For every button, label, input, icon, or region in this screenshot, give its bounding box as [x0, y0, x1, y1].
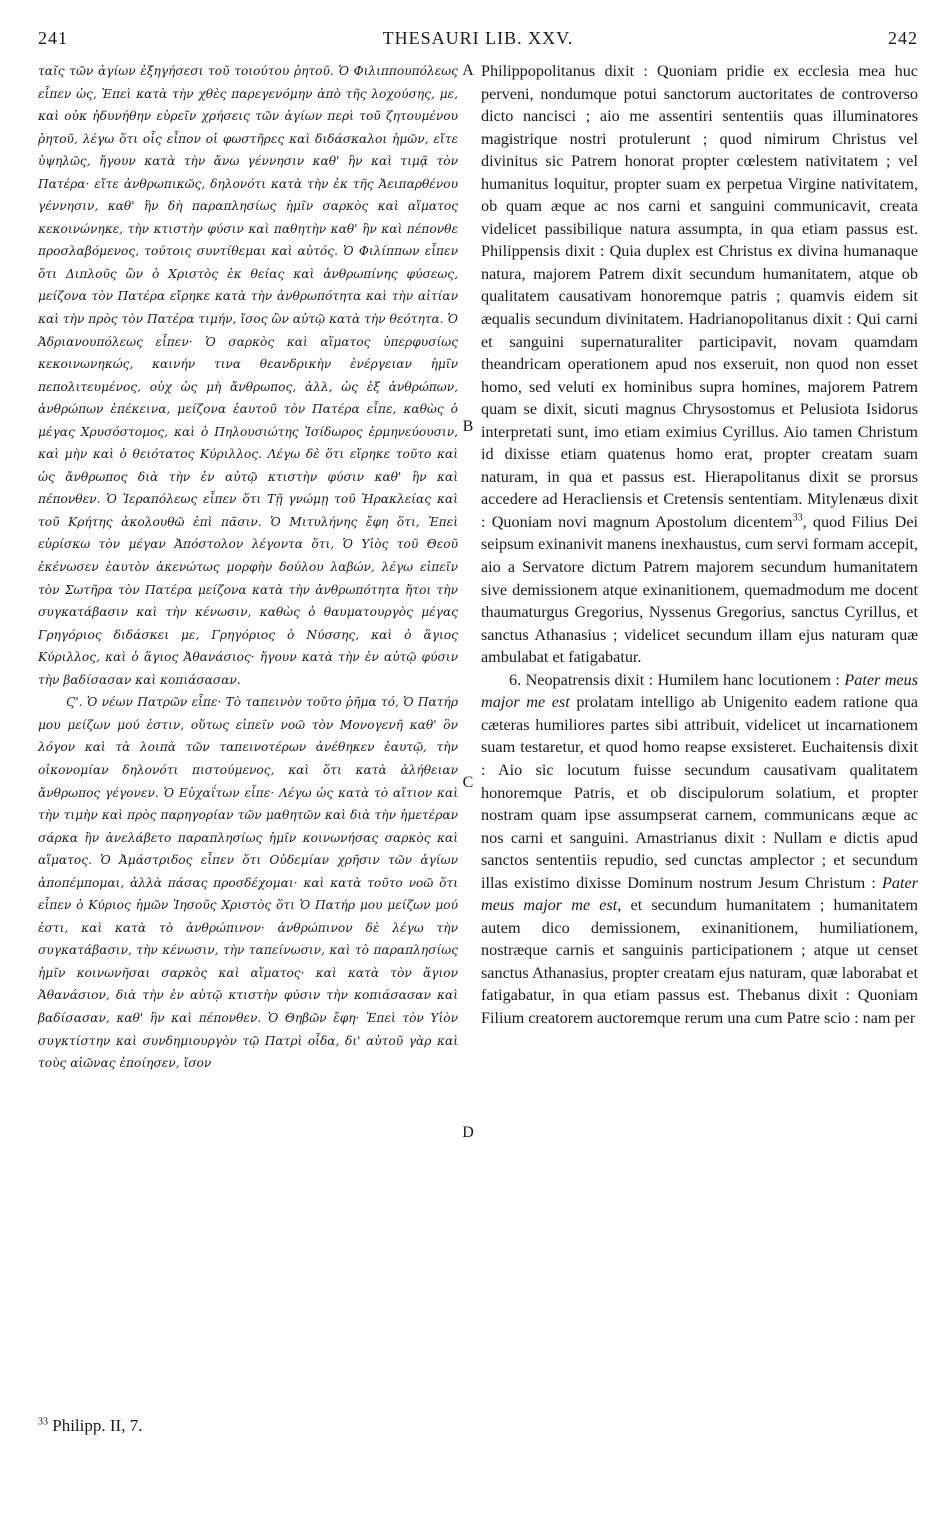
greek-column [38, 60, 458, 1075]
margin-letter-d: D [462, 1124, 474, 1141]
margin-letter-a: A [462, 62, 474, 79]
latin-text: Philippopolitanus dixit : Quoniam pridie ex ecclesia mea huc perveni, nondumque potui sanctorum auctoritates de controverso dicto nancisci ; aio me assentiri sententiis quas illuminatores magistrique nostri protulerunt ; quod nimirum Christus vel divinitus sic Patrem honorat propter cœlestem nativitatem ; vel humanitus loquitur, propter suam ex perpetua Virgine nativitatem, ob quam æque ac nos carni et sanguini communicavit, creata videlicet passibilique natura assumpta, in qua etiam passus est. Philippensis dixit : Quia duplex est Christus ex divina humanaque natura, majorem Patrem dixit secundum humanitatem, atque ob qualitatem causativam honoremque patris ; quamvis eidem sit æqualis secundum divinitatem. Hadrianopolitanus dixit : Qui carni et sanguini supernaturaliter participavit, novam quamdam theandricam operationem apud nos exseruit, non quod non esset homo, sed veluti ex hominibus supra homines, majorem Patrem quam se dixit, sicuti magnus Chrysostomus et Pelusiota Isidorus interpretati sunt, imo etiam eximius Cyrillus. Aio tamen Christum id dixisse etiam quatenus homo erat, propter creatam suam naturam, in qua et passus est. Hierapolitanus dixit se prorsus accedere ad Heracliensis et Cretensis sententiam. Mitylenæus dixit : Quoniam novi magnum Apostolum dicentem [481, 62, 918, 531]
footnote-number: 33 [38, 1416, 48, 1428]
latin-text: prolatam intelligo ab Unigenito eadem ratione qua cæteras humiliores partes sibi attribuit, videlicet ut incarnationem suam testaretur, et quod homo reapse exsisteret. Euchaitensis dixit : Aio sic locutum fuisse secundum causativam qualitatem honoremque Patris, et ob discipulorum solatium, et propter nostram quam ipse assumpserat carnem, communicans æque ac nos carni et sanguini. Amastrianus dixit : Nullam e dictis apud sanctos sententiis repudio, sed cunctas amplector ; et secundum illas existimo dixisse Dominum nostrum Jesum Christum : [481, 693, 919, 892]
greek-paragraph-1: ταῖς τῶν ἁγίων ἐξηγήσεσι τοῦ τοιούτου ῥητοῦ. Ὁ Φιλιππουπόλεως εἶπεν ὡς, Ἐπεὶ κατὰ τὴν χθὲς παρεγενόμην ἀπὸ τῆς λοχούσης, με, καὶ οὐκ ἠδυνήθην εὑρεῖν χρήσεις τῶν ἁγίων περὶ τοῦ ζητουμένου ῥητοῦ, λέγω ὅτι οἷς εἶπον οἱ φωστῆρες καὶ διδάσκαλοι ἡμῶν, εἴτε ὑψηλῶς, ἤγουν κατὰ τὴν ἄνω γέννησιν καθ' ἣν καὶ τιμᾷ τὸν Πατέρα· εἴτε ἀνθρωπικῶς, δηλονότι κατὰ τὴν ἐκ τῆς Ἀειπαρθένου γέννησιν, καθ' ἣν δὴ παραπλησίως ἡμῖν σαρκὸς καὶ αἵματος κεκοινώνηκε, τὴν κτιστὴν φύσιν καὶ παθητὴν καθ' ἣν καὶ πέπονθε προσλαβόμενος, τούτοις συντίθεμαι καὶ αὐτός. Ὁ Φιλίππων εἶπεν ὅτι Διπλοῦς ὢν ὁ Χριστὸς ἐκ θείας καὶ ἀνθρωπίνης φύσεως, μείζονα τὸν Πατέρα εἴρηκε κατὰ τὴν ἀνθρωπότητα καὶ τὴν αἰτίαν καὶ τὴν πρὸς τὸν Πατέρα τιμήν, ἴσος ὢν αὐτῷ κατὰ τὴν θεότητα. Ὁ Ἀδριανουπόλεως εἶπεν· Ὁ σαρκὸς καὶ αἵματος ὑπερφυσίως κεκοινωνηκώς, καινήν τινα θεανδρικὴν ἐνέργειαν ἡμῖν πεπολιτευμένος, οὐχ ὡς μὴ ἄνθρωπος, ἀλλ, ὡς ἐξ ἀνθρώπων, ἀνθρώπων ἐπέκεινα, μείζονα ἑαυτοῦ τὸν Πατέρα εἶπε, καθὼς ὁ μέγας Χρυσόστομος, καὶ ὁ Πηλουσιώτης Ἰσίδωρος ἑρμηνεύουσιν, καὶ μὴν καὶ ὁ θειότατος Κύριλλος. Λέγω δὲ ὅτι εἴρηκε τοῦτο καὶ ὡς ἄνθρωπος διὰ τὴν ἐν αὐτῷ κτιστὴν φύσιν καθ' ἣν καὶ πέπονθεν. Ὁ Ἱεραπόλεως εἶπεν ὅτι Τῇ γνώμῃ τοῦ Ἡρακλείας καὶ τοῦ Κρήτης ἀκολουθῶ ἐπὶ πᾶσιν. Ὁ Μιτυλήνης ἔφη ὅτι, Ἐπεὶ εὑρίσκω τὸν μέγαν Ἀπόστολον λέγοντα ὅτι, Ὁ Υἱὸς τοῦ Θεοῦ ἐκένωσεν ἑαυτὸν ἀκενώτως μορφὴν δούλου λαβών, λέγω εἰπεῖν τὸν Σωτῆρα τὸν Πατέρα μείζονα κατὰ τὴν ἀνθρωπότητα ἤτοι τὴν συγκατάβασιν καὶ τὴν κένωσιν, καθὼς ὁ θαυματουργὸς μέγας Γρηγόριος διδάσκει με, Γρηγόριος ὁ Νύσσης, καὶ ὁ ἅγιος Κύριλλος, καὶ ὁ ἅγιος Ἀθανάσιος· ἤγουν κατὰ τὴν ἐν αὐτῷ φύσιν τὴν βαδίσασαν καὶ κοπιάσασαν. [38, 64, 458, 687]
footnote-ref: 33 [792, 512, 803, 524]
latin-paragraph-2 [481, 669, 918, 1030]
margin-letter-b: B [462, 418, 474, 435]
page-number-right: 242 [888, 28, 918, 48]
latin-paragraph-1 [481, 60, 918, 669]
latin-text: , et secundum humanitatem ; humanitatem autem dico demissionem, exinanitionem, humiliationem, nostræque carnis et sanguinis participationem ; atque ut censet sanctus Athanasius, propter creatam ejus naturam, quæ laborabat et fatigabatur, in qua etiam passus est. Thebanus dixit : Quoniam Filium creatorem auctoremque rerum una cum Patre scio : nam per [481, 896, 918, 1027]
margin-letter-c: C [462, 774, 474, 791]
running-head-title: THESAURI LIB. XXV. [382, 28, 574, 48]
latin-quote: Pater meus major me est [481, 873, 918, 915]
greek-paragraph-2: Ϛ'. Ὁ νέων Πατρῶν εἶπε· Τὸ ταπεινὸν τοῦτο ῥῆμα τό, Ὁ Πατήρ μου μείζων μού ἐστιν, οὕτως εἰπεῖν νοῶ τὸν Μονογενῆ καθ' ὃν λόγον καὶ τὰ λοιπὰ τῶν ταπεινοτέρων ἀνέθηκεν ἑαυτῷ, τὴν οἰκονομίαν δηλονότι πιστούμενος, καὶ ὅτι κατὰ ἀλήθειαν ἄνθρωπος γέγονεν. Ὁ Εὐχαΐτων εἶπε· Λέγω ὡς κατὰ τὸ αἴτιον καὶ τὴν τιμὴν καὶ πρὸς παρηγορίαν τῶν μαθητῶν καὶ διὰ τὴν ἡμετέραν σάρκα ἣν ἀνελάβετο παραπλησίως ἡμῖν κοινωνήσας σαρκὸς καὶ αἵματος. Ὁ Ἀμάστριδος εἶπεν ὅτι Οὐδεμίαν χρῆσιν τῶν ἁγίων ἀποπέμπομαι, ἀλλὰ πάσας προσδέχομαι· καὶ κατὰ τοῦτο νοῶ ὅτι εἶπεν ὁ Κύριος ἡμῶν Ἰησοῦς Χριστὸς ὅτι Ὁ Πατήρ μου μείζων μού ἐστι, καὶ κατὰ τὸ ἀνθρώπινον· ἀνθρώπινον δὲ λέγω τὴν συγκατάβασιν, τὴν κένωσιν, τὴν ταπείνωσιν, καὶ τὸ παραπλησίως ἡμῖν κοινωνῆσαι σαρκὸς καὶ αἵματος· καὶ κατὰ τὸν ἅγιον Ἀθανάσιον, διὰ τὴν ἐν αὐτῷ κτιστὴν φύσιν τὴν κοπιάσασαν καὶ βαδίσασαν, καθ' ἣν καὶ πέπονθεν. Ὁ Θηβῶν ἔφη· Ἐπεὶ τὸν Υἱὸν συγκτίστην καὶ συνδημιουργὸν τῷ Πατρὶ οἶδα, δι' αὐτοῦ γὰρ καὶ τοὺς αἰῶνας ἐποίησεν, ἴσον [38, 695, 458, 1071]
footnote [38, 1416, 458, 1436]
latin-quote: Pater meus major me est [481, 670, 919, 712]
latin-text: , quod Filius Dei seipsum exinanivit manens inexhaustus, cum servi formam accepit, aio a Servatore dictum Patrem majorem secundum humanitatem sive demissionem atque exinanitionem, quemadmodum me docent thaumaturgus Gregorius, Nyssenus Gregorius, sanctus Cyrillus, et sanctus Athanasius ; videlicet secundum illam ejus naturam quæ ambulabat et fatigabatur. [481, 512, 918, 667]
footnote-text: Philipp. II, 7. [52, 1416, 143, 1435]
running-header [38, 28, 918, 58]
latin-text: 6. Neopatrensis dixit : Humilem hanc locutionem : [509, 670, 845, 689]
latin-column [481, 60, 918, 1030]
page-number-left: 241 [38, 28, 68, 48]
